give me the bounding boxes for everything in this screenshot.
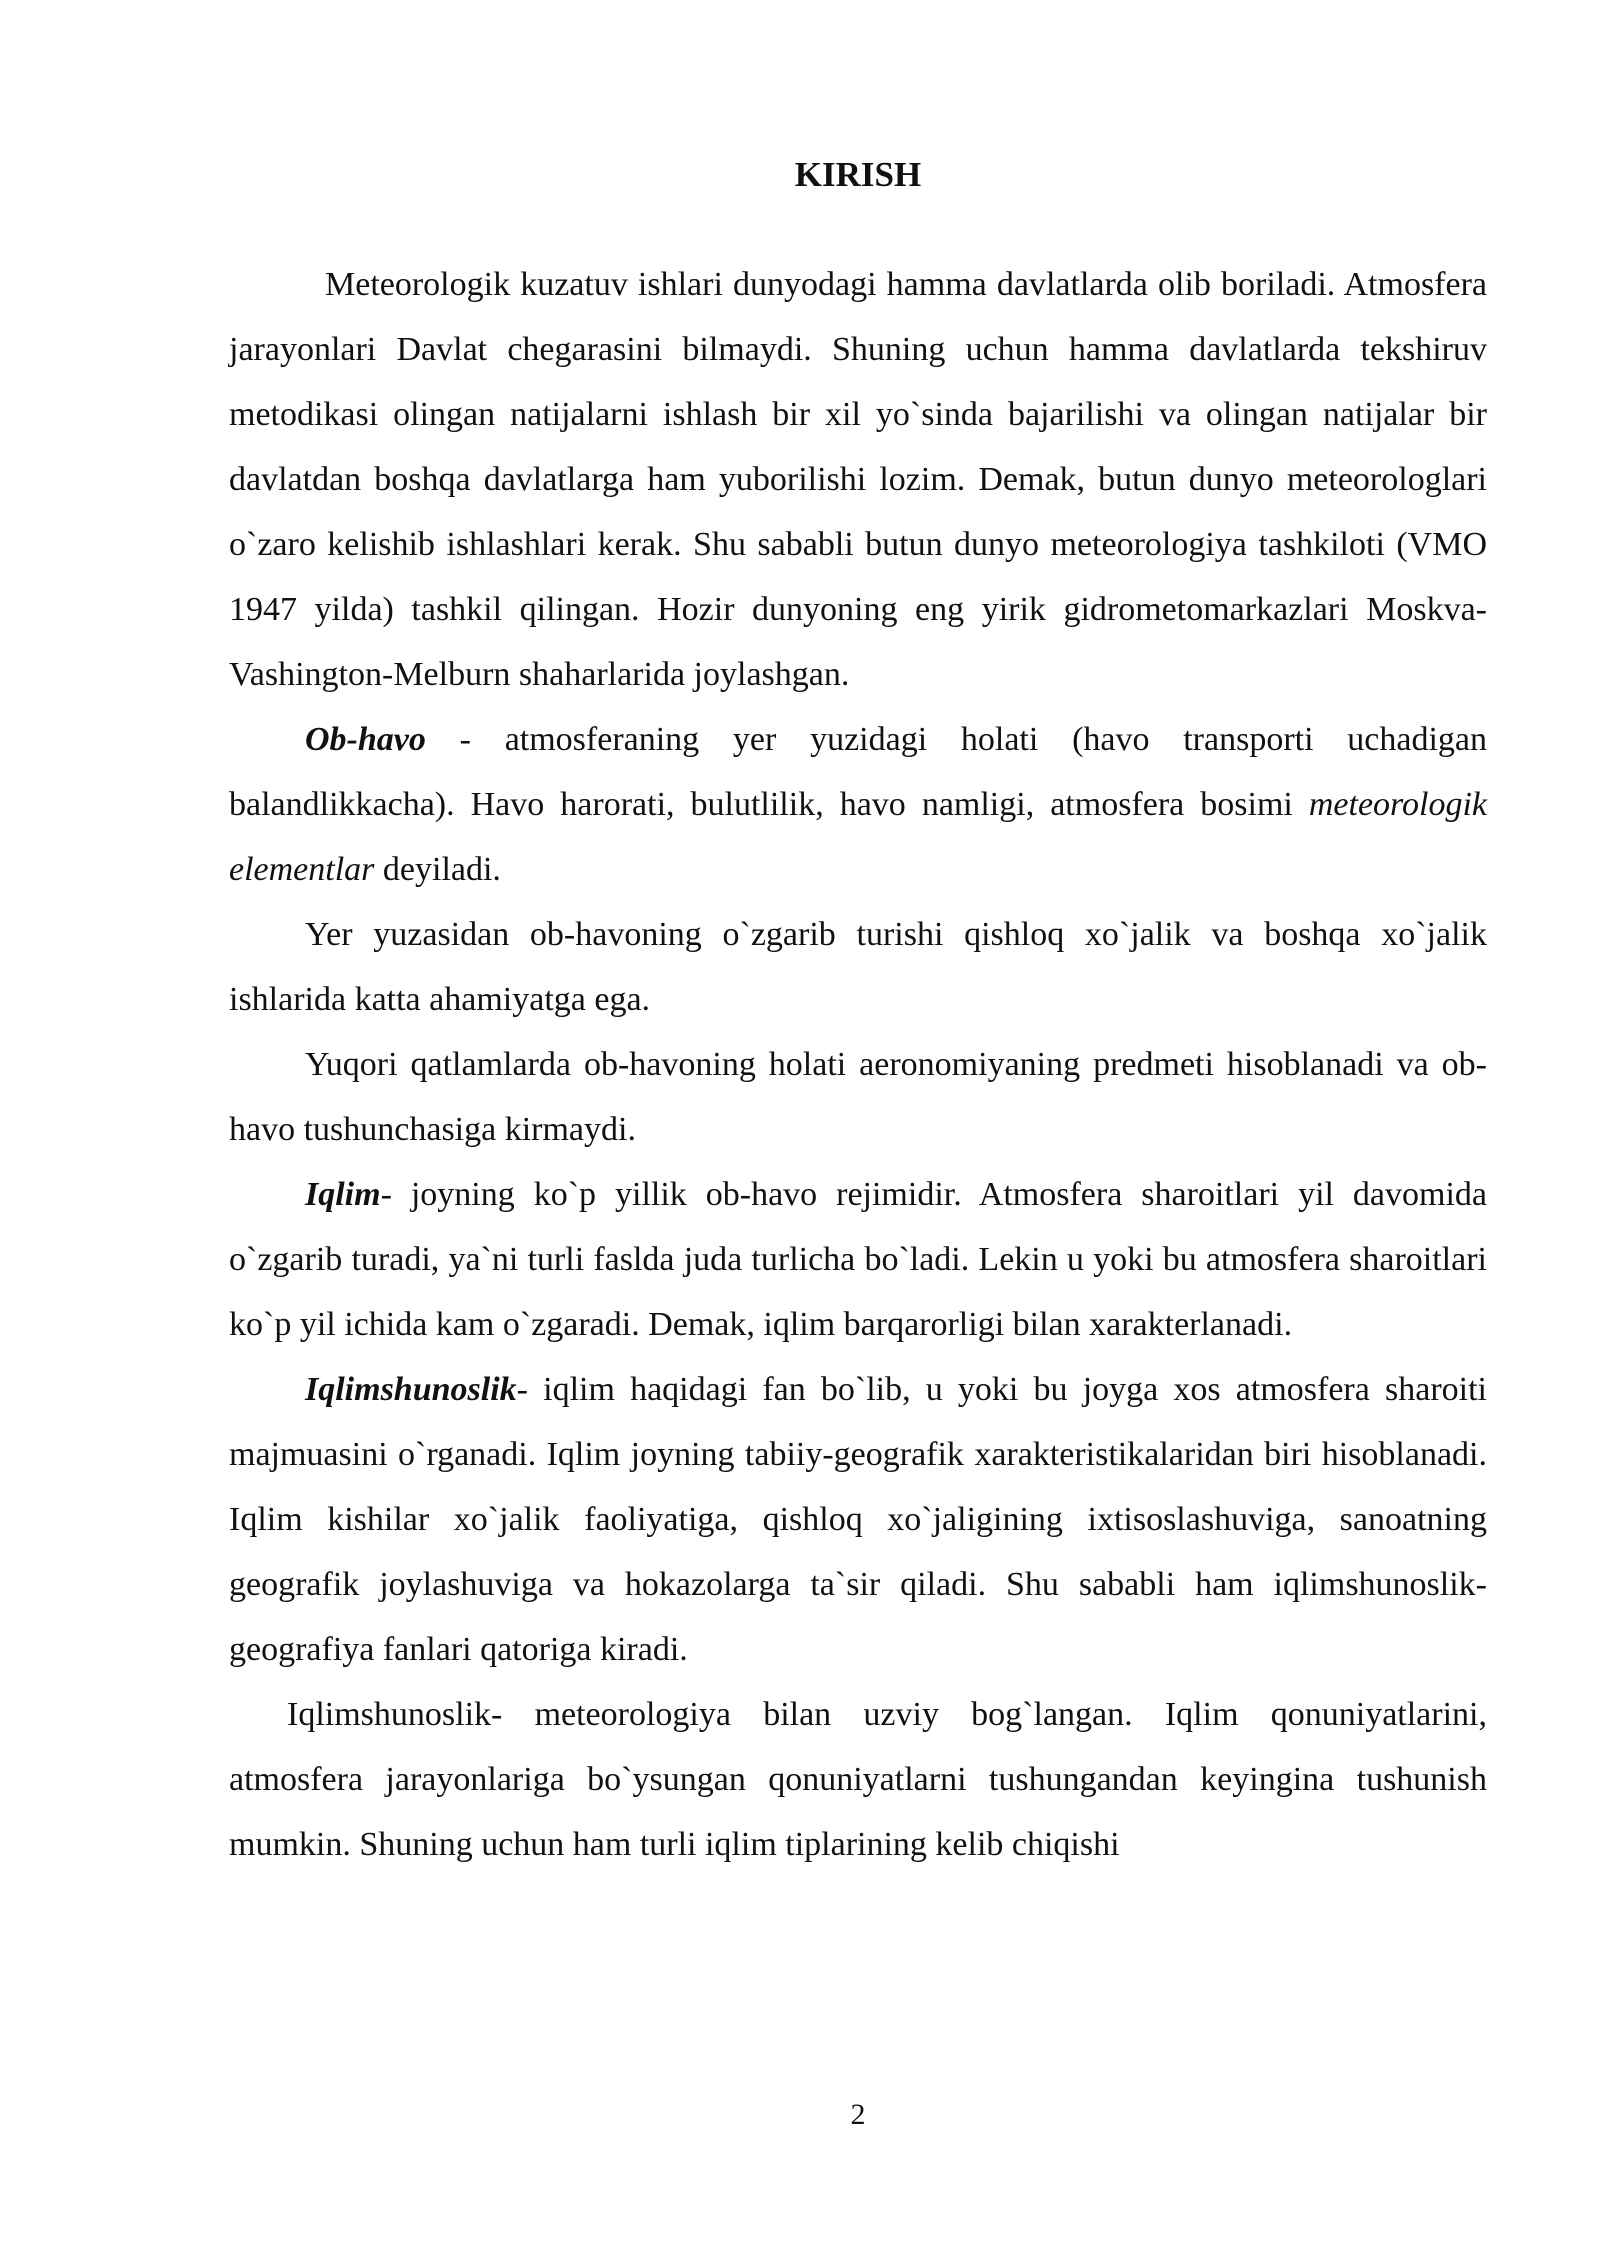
paragraph-ob-havo-text-b: deyiladi. <box>374 851 501 888</box>
paragraph-meteorologiya-link <box>229 1682 1487 1877</box>
paragraph-intro <box>229 252 1487 707</box>
term-iqlim: Iqlim <box>305 1176 381 1213</box>
paragraph-yuqori-qatlamlarda-text: Yuqori qatlamlarda ob-havoning holati aeronomiyaning predmeti hisoblanadi va ob-havo tushunchasiga kirmaydi. <box>229 1046 1487 1148</box>
title-container <box>229 150 1487 200</box>
paragraph-iqlim-text: - joyning ko`p yillik ob-havo rejimidir. Atmosfera sharoitlari yil davomida o`zgarib turadi, ya`ni turli faslda juda turlicha bo`ladi. Lekin u yoki bu atmosfera sharoitlari ko`p yil ichida kam o`zgaradi. Demak, iqlim barqarorligi bilan xarakterlanadi. <box>229 1176 1487 1343</box>
paragraph-iqlim <box>229 1162 1487 1357</box>
paragraph-yer-yuzasidan-text: Yer yuzasidan ob-havoning o`zgarib turishi qishloq xo`jalik va boshqa xo`jalik ishlarida katta ahamiyatga ega. <box>229 916 1487 1018</box>
paragraph-yer-yuzasidan <box>229 902 1487 1032</box>
paragraph-meteorologiya-link-text: Iqlimshunoslik- meteorologiya bilan uzviy bog`langan. Iqlim qonuniyatlarini, atmosfera jarayonlariga bo`ysungan qonuniyatlarni tushungandan keyingina tushunish mumkin. Shuning uchun ham turli iqlim tiplarining kelib chiqishi <box>229 1696 1487 1863</box>
paragraph-iqlimshunoslik-text: - iqlim haqidagi fan bo`lib, u yoki bu joyga xos atmosfera sharoiti majmuasini o`rganadi. Iqlim joyning tabiiy-geografik xarakteristikalaridan biri hisoblanadi. Iqlim kishilar xo`jalik faoliyatiga, qishloq xo`jaligining ixtisoslashuviga, sanoatning geografik joylashuviga va hokazolarga ta`sir qiladi. Shu sababli ham iqlimshunoslik-geografiya fanlari qatoriga kiradi. <box>229 1371 1487 1668</box>
paragraph-ob-havo-text-a: - atmosferaning yer yuzidagi holati (havo transporti uchadigan balandlikkacha). Havo harorati, bulutlilik, havo namligi, atmosfera bosimi <box>229 721 1487 823</box>
term-ob-havo: Ob-havo <box>305 721 426 758</box>
paragraph-intro-text: Meteorologik kuzatuv ishlari dunyodagi hamma davlatlarda olib boriladi. Atmosfera jarayonlari Davlat chegarasini bilmaydi. Shuning uchun hamma davlatlarda tekshiruv metodikasi olingan natijalarni ishlash bir xil yo`sinda bajarilishi va olingan natijalar bir davlatdan boshqa davlatlarga ham yuborilishi lozim. Demak, butun dunyo meteorologlari o`zaro kelishib ishlashlari kerak. Shu sababli butun dunyo meteorologiya tashkiloti (VMO 1947 yilda) tashkil qilingan. Hozir dunyoning eng yirik gidrometomarkazlari Moskva-Vashington-Melburn shaharlarida joylashgan. <box>229 266 1487 693</box>
paragraph-iqlimshunoslik <box>229 1357 1487 1682</box>
body-text <box>229 252 1487 1877</box>
term-meteorologik-elementlar: meteorologik elementlar <box>229 786 1487 888</box>
page-number: 2 <box>850 2098 866 2131</box>
page-title: KIRISH <box>794 155 922 194</box>
paragraph-yuqori-qatlamlarda <box>229 1032 1487 1162</box>
term-iqlimshunoslik: Iqlimshunoslik <box>305 1371 517 1408</box>
paragraph-ob-havo <box>229 707 1487 902</box>
